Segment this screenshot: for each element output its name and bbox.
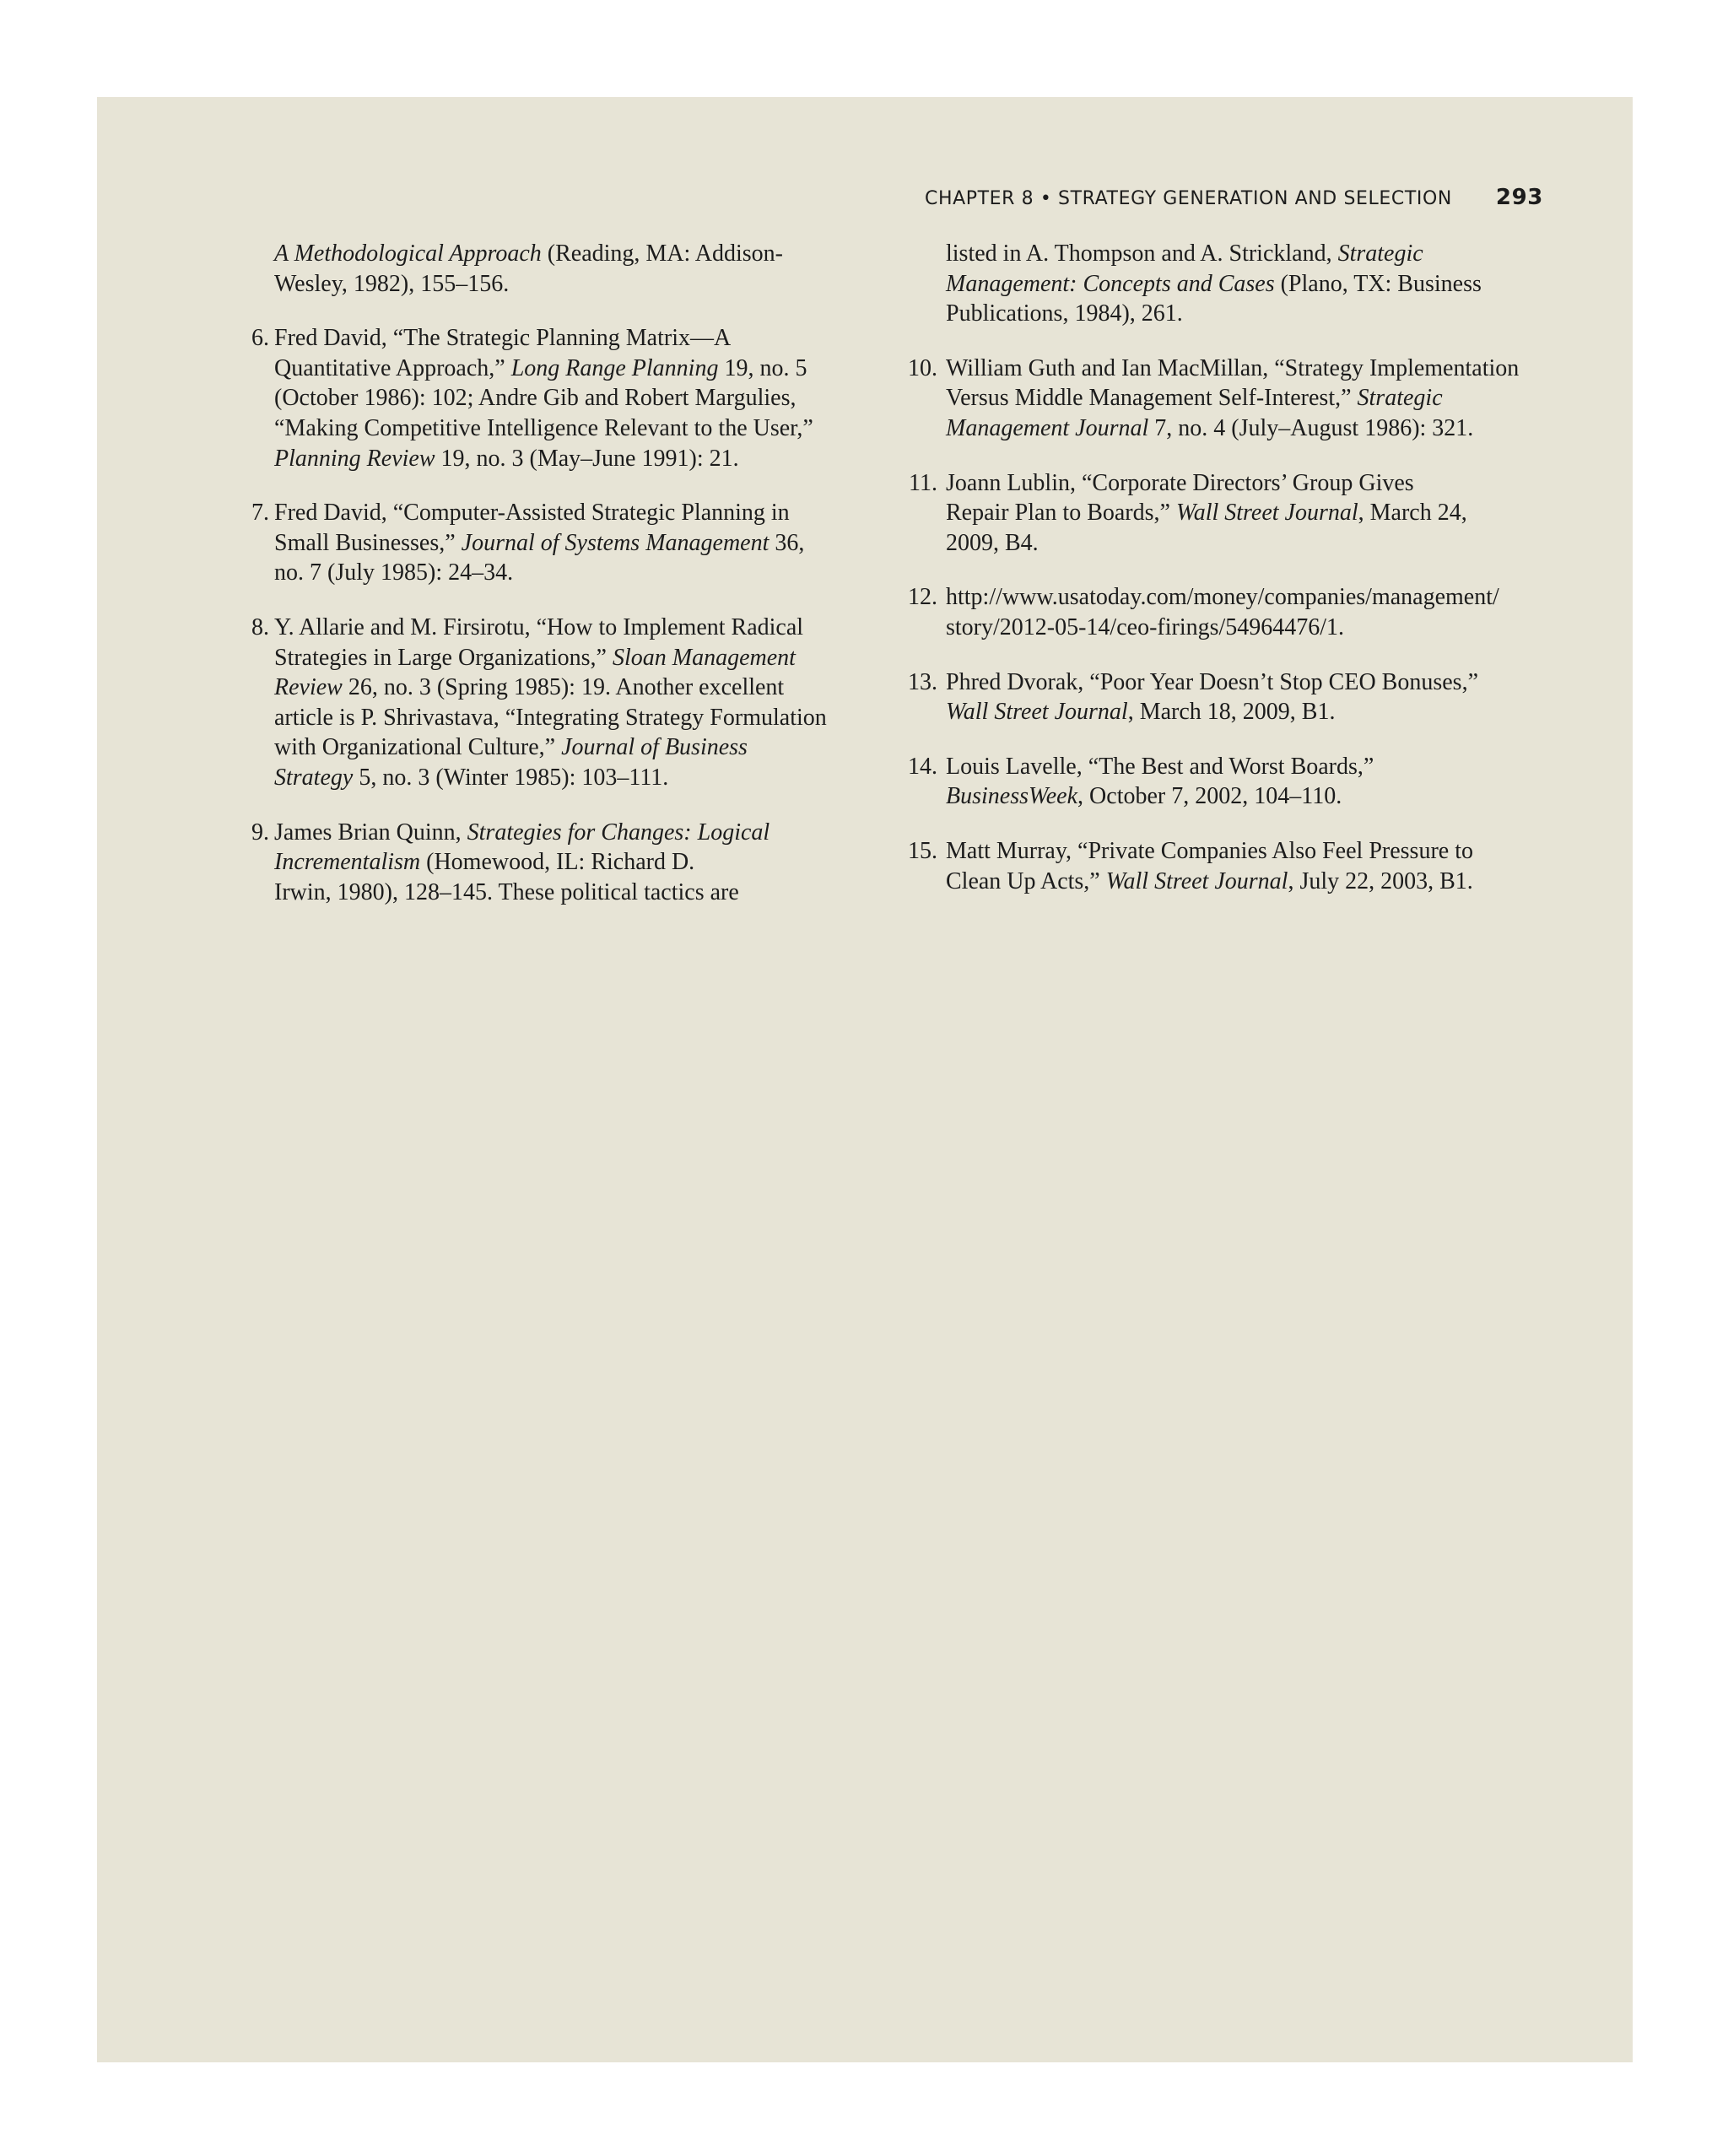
chapter-label: CHAPTER 8: [924, 188, 1034, 209]
note-number: 9.: [251, 819, 269, 846]
note-10: 10. William Guth and Ian MacMillan, “Strategy Implementation Versus Middle Management Self-Interest,” Strategic Management Journal 7, no. 4 (July–August 1986): 321.: [907, 354, 1650, 444]
chapter-title: STRATEGY GENERATION AND SELECTION: [1058, 188, 1452, 209]
running-head: [925, 185, 1543, 210]
note-7: 7. Fred David, “Computer-Assisted Strategic Planning in Small Businesses,” Journal of Systems Management 36, no. 7 (July 1985): 24–34.: [235, 498, 961, 588]
note-5-continued: A Methodological Approach (Reading, MA: Addison- Wesley, 1982), 155–156.: [274, 240, 783, 297]
note-6: 6. Fred David, “The Strategic Planning Matrix—A Quantitative Approach,” Long Range Planning 19, no. 5 (October 1986): 102; Andre Gib and Robert Margulies, “Making Competitive Intelligence Relevant to the User,” Planning Review 19, no. 3 (May–June 1991): 21.: [235, 323, 961, 473]
note-number: 10.: [908, 354, 937, 381]
note-number: 11.: [909, 469, 937, 496]
header-bullet: •: [1040, 188, 1052, 209]
note-12: 12. http://www.usatoday.com/money/companies/management/ story/2012-05-14/ceo-firings/54964476/1.: [907, 582, 1650, 642]
note-13: 13. Phred Dvorak, “Poor Year Doesn’t Stop CEO Bonuses,” Wall Street Journal, March 18, 2009, B1.: [907, 667, 1650, 727]
note-number: 12.: [908, 584, 937, 611]
note-number: 8.: [251, 613, 269, 640]
note-number: 15.: [908, 837, 937, 864]
note-number: 13.: [908, 668, 937, 695]
note-8: 8. Y. Allarie and M. Firsirotu, “How to Implement Radical Strategies in Large Organizations,” Sloan Management Review 26, no. 3 (Spring 1985): 19. Another excellent article is P. Shrivastava, “Integrating Strategy Formulation with Organizational Culture,” Journal of Business Strategy 5, no. 3 (Winter 1985): 103–111.: [235, 613, 961, 793]
note-14: 14. Louis Lavelle, “The Best and Worst Boards,” BusinessWeek, October 7, 2002, 104–110.: [907, 752, 1650, 812]
note-url: http://www.usatoday.com/money/companies/management/: [946, 584, 1499, 611]
note-9-continued: listed in A. Thompson and A. Strickland, Strategic Management: Concepts and Cases (Plano, TX: Business Publications, 1984), 261.: [946, 240, 1482, 327]
notes-column-right: [907, 239, 1650, 921]
note-number: 7.: [251, 500, 269, 527]
note-number: 6.: [251, 325, 269, 352]
note-number: 14.: [908, 753, 937, 780]
notes-column-left: [235, 239, 961, 932]
page-number: 293: [1495, 185, 1543, 210]
note-11: 11. Joann Lublin, “Corporate Directors’ Group Gives Repair Plan to Boards,” Wall Street Journal, March 24, 2009, B4.: [907, 468, 1650, 559]
note-9: 9. James Brian Quinn, Strategies for Changes: Logical Incrementalism (Homewood, IL: Richard D. Irwin, 1980), 128–145. These political tactics are: [235, 818, 961, 908]
note-15: 15. Matt Murray, “Private Companies Also Feel Pressure to Clean Up Acts,” Wall Street Journal, July 22, 2003, B1.: [907, 836, 1650, 896]
book-page: [97, 97, 1633, 2062]
